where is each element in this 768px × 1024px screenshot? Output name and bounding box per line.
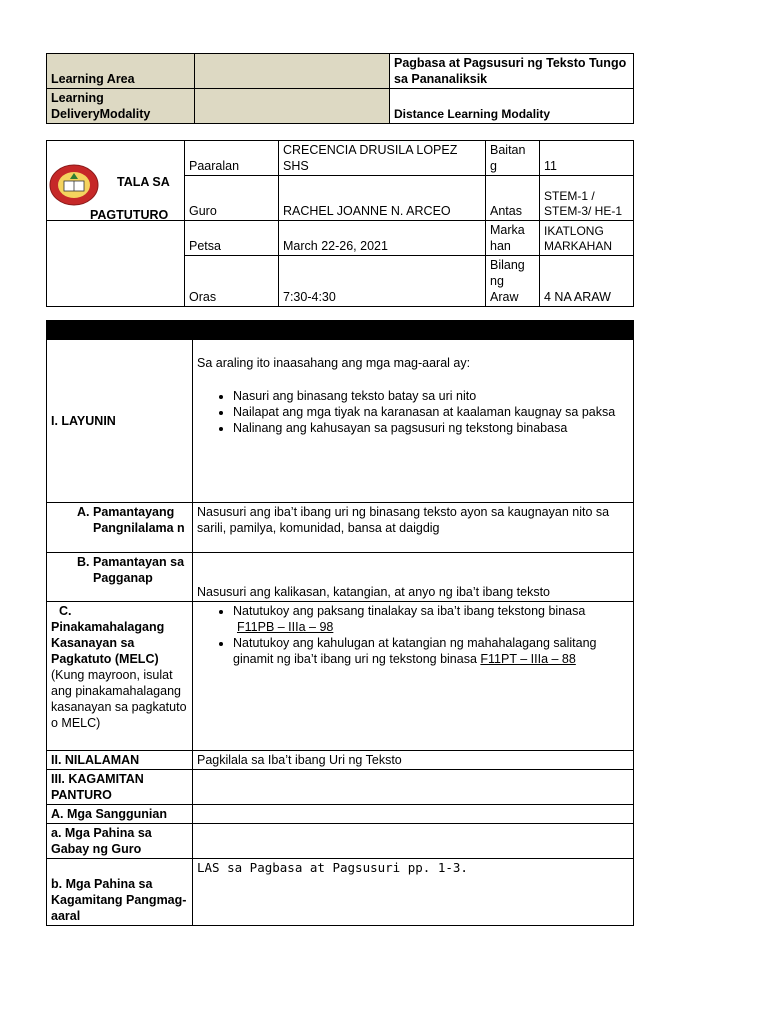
subject-name: Pagbasa at Pagsusuri ng Teksto Tungo sa Pananaliksik xyxy=(390,54,634,89)
antas-value: STEM-1 / STEM-3/ HE-1 xyxy=(540,176,634,221)
sanggunian-value xyxy=(193,805,634,824)
baitang-label: Baitan g xyxy=(486,141,540,176)
kagamitang-label: b. Mga Pahina sa Kagamitang Pangmag-aaral xyxy=(47,859,193,926)
modality-label: Learning DeliveryModality xyxy=(47,89,195,124)
melc-letter: C. xyxy=(59,604,72,618)
pamantayang-nilalaman-label xyxy=(47,503,193,553)
pamantayang-nilalaman-text: A. Pamantayang Pangnilalama n xyxy=(93,504,188,536)
melc-label: Pinakamahalagang Kasanayan sa Pagkatuto (MELC) xyxy=(51,620,165,666)
layunin-item: • Nailapat ang mga tiyak na karanasan at kaalaman kaugnay sa paksa xyxy=(233,404,629,420)
layunin-intro: Sa araling ito inaasahang ang mga mag-aaral ay: xyxy=(197,356,471,370)
gabay-value xyxy=(193,824,634,859)
nilalaman-value: Pagkilala sa Iba’t ibang Uri ng Teksto xyxy=(193,751,634,770)
bilang-value: 4 NA ARAW xyxy=(540,256,634,307)
petsa-value: March 22-26, 2021 xyxy=(279,221,486,256)
melc-item: • Natutukoy ang paksang tinalakay sa iba’t ibang tekstong binasa F11PB – IIIa – 98 xyxy=(233,603,629,635)
header-table xyxy=(46,53,634,124)
layunin-content xyxy=(193,340,634,503)
oras-value: 7:30-4:30 xyxy=(279,256,486,307)
pamantayan-pagganap-value: Nasusuri ang kalikasan, katangian, at anyo ng iba’t ibang teksto xyxy=(193,553,634,602)
modality-text: Distance Learning Modality xyxy=(390,89,634,124)
melc-code: F11PT – IIIa – 88 xyxy=(480,652,576,666)
nilalaman-label: II. NILALAMAN xyxy=(47,751,193,770)
logo-cell-lower xyxy=(47,221,185,307)
section-divider-bar xyxy=(46,320,634,339)
pamantayan-pagganap-label xyxy=(47,553,193,602)
pamantayan-pagganap-text: B. Pamantayan sa Pagganap xyxy=(93,554,188,586)
sanggunian-label: A. Mga Sanggunian xyxy=(47,805,193,824)
pamantayang-nilalaman-value: Nasusuri ang iba’t ibang uri ng binasang teksto ayon sa kaugnayan nito sa sarili, pamilya, komunidad, bansa at daigdig xyxy=(193,503,634,553)
markahan-value: IKATLONG MARKAHAN xyxy=(540,221,634,256)
kagamitang-value: LAS sa Pagbasa at Pagsusuri pp. 1-3. xyxy=(193,859,634,926)
learning-area-value xyxy=(195,54,390,89)
school-seal-icon xyxy=(49,164,99,206)
gabay-label: a. Mga Pahina sa Gabay ng Guro xyxy=(47,824,193,859)
layunin-item: • Nalinang ang kahusayan sa pagsusuri ng tekstong binabasa xyxy=(233,420,629,436)
melc-label-cell xyxy=(47,602,193,751)
paaralan-value: CRECENCIA DRUSILA LOPEZ SHS xyxy=(279,141,486,176)
kagamitan-label: III. KAGAMITAN PANTURO xyxy=(47,770,193,805)
lesson-plan-table xyxy=(46,339,634,926)
melc-note: (Kung mayroon, isulat ang pinakamahalagang kasanayan sa pagkatuto o MELC) xyxy=(51,668,187,730)
tala-title-line1: TALA SA xyxy=(117,175,170,189)
modality-value xyxy=(195,89,390,124)
antas-label: Antas xyxy=(486,176,540,221)
baitang-value: 11 xyxy=(540,141,634,176)
tala-title-line2: PAGTUTURO xyxy=(90,208,169,222)
layunin-item: • Nasuri ang binasang teksto batay sa uri nito xyxy=(233,388,629,404)
layunin-list xyxy=(197,388,629,436)
markahan-label: Marka han xyxy=(486,221,540,256)
kagamitan-value xyxy=(193,770,634,805)
melc-item: • Natutukoy ang kahulugan at katangian ng mahahalagang salitang ginamit ng iba’t ibang uri ng tekstong binasa F11PT – IIIa – 88 xyxy=(233,635,629,667)
layunin-label: I. LAYUNIN xyxy=(47,340,193,503)
learning-area-label: Learning Area xyxy=(47,54,195,89)
bilang-label: Bilang ng Araw xyxy=(486,256,540,307)
melc-content xyxy=(193,602,634,751)
petsa-label: Petsa xyxy=(185,221,279,256)
guro-value: RACHEL JOANNE N. ARCEO xyxy=(279,176,486,221)
info-table xyxy=(46,140,634,307)
guro-label: Guro xyxy=(185,176,279,221)
melc-code: F11PB – IIIa – 98 xyxy=(237,620,334,634)
oras-label: Oras xyxy=(185,256,279,307)
paaralan-label: Paaralan xyxy=(185,141,279,176)
melc-list xyxy=(197,603,629,667)
school-logo-cell xyxy=(47,141,185,221)
